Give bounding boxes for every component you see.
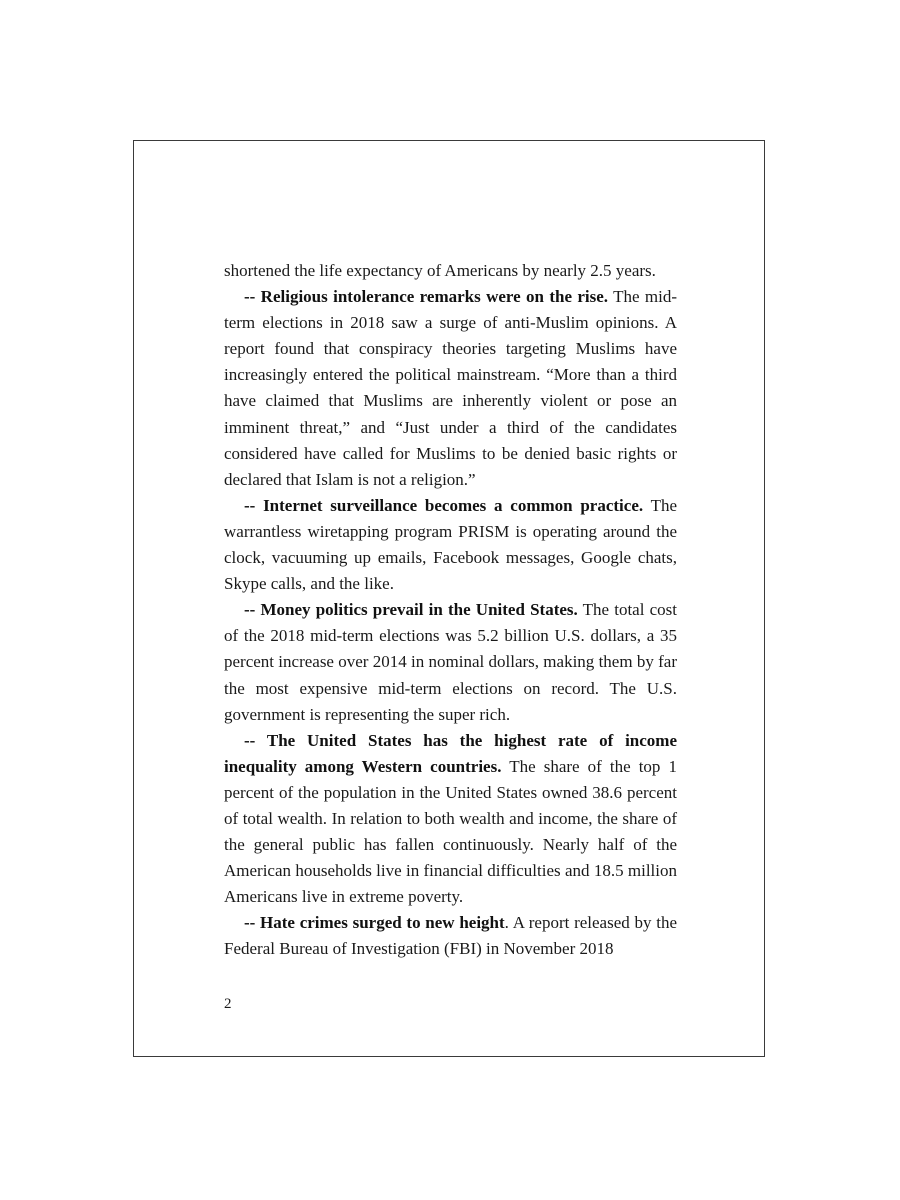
paragraph-text: . A report released by the Federal Bureau of Investigation (FBI) in November 2018 — [224, 913, 677, 959]
paragraph-continuation — [224, 258, 677, 284]
paragraph-income-inequality — [224, 728, 677, 911]
paragraph-hate-crimes — [224, 910, 677, 962]
paragraph-text: The share of the top 1 percent of the population in the United States owned 38.6 percent of total wealth. In relation to both wealth and income, the share of the general public has fallen continuously. Nearly half of the American households live in financial difficulties and 18.5 million Americans live in extreme poverty. — [224, 756, 677, 907]
paragraph-heading: -- Religious intolerance remarks were on the rise. — [244, 287, 609, 307]
paragraph-heading: -- Hate crimes surged to new height — [244, 913, 505, 933]
paragraph-money-politics — [224, 597, 677, 727]
paragraph-internet-surveillance — [224, 493, 677, 597]
paragraph-heading: -- The United States has the highest rate of income inequality among Western countries. — [224, 730, 677, 776]
paragraph-heading: -- Internet surveillance becomes a common practice. — [244, 495, 644, 515]
page-number: 2 — [224, 996, 232, 1012]
paragraph-heading: -- Money politics prevail in the United States. — [244, 600, 578, 620]
paragraph-text: shortened the life expectancy of Americans by nearly 2.5 years. — [224, 261, 656, 280]
body-text — [224, 258, 677, 963]
paragraph-text: The mid-term elections in 2018 saw a surge of anti-Muslim opinions. A report found that conspiracy theories targeting Muslims have increasingly entered the political mainstream. “More than a third have claimed that Muslims are inherently violent or pose an imminent threat,” and “Just under a third of the candidates considered have called for Muslims to be denied basic rights or declared that Islam is not a religion.” — [224, 287, 678, 489]
paragraph-text: The total cost of the 2018 mid-term elections was 5.2 billion U.S. dollars, a 35 percent increase over 2014 in nominal dollars, making them by far the most expensive mid-term elections on record. The U.S. government is representing the super rich. — [224, 600, 677, 724]
paragraph-text: The warrantless wiretapping program PRISM is operating around the clock, vacuuming up emails, Facebook messages, Google chats, Skype calls, and the like. — [224, 495, 677, 594]
paragraph-religious-intolerance — [224, 284, 677, 493]
